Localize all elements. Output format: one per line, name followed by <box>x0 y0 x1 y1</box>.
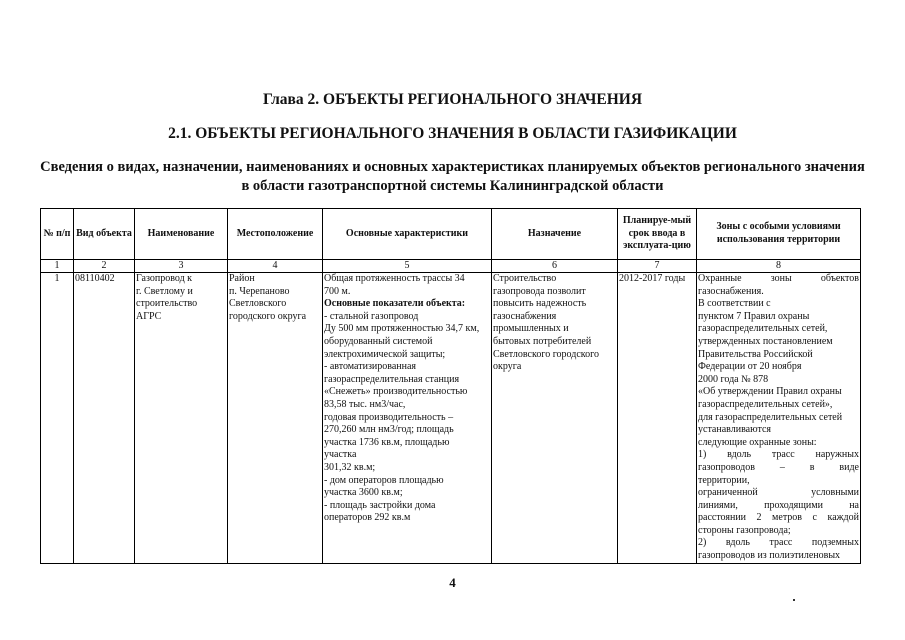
cell-line: 301,32 кв.м; <box>324 461 376 473</box>
column-number: 4 <box>228 260 323 273</box>
cell-line: «Об утверждении Правил охраны <box>698 386 842 398</box>
cell-line: городского округа <box>229 310 307 322</box>
cell-line: «Снежеть» производительностью <box>324 386 468 398</box>
header-num: № п/п <box>41 209 74 260</box>
cell-line: 270,260 млн нм3/год; площадь <box>324 424 454 436</box>
cell-line: утвержденных постановлением <box>698 335 833 347</box>
cell-line: оборудованный системой <box>324 335 433 347</box>
scan-speck <box>793 599 795 601</box>
cell-line: газоснабжения <box>493 310 557 322</box>
cell-line: 700 м. <box>324 285 351 297</box>
column-number: 2 <box>74 260 135 273</box>
column-number: 5 <box>323 260 492 273</box>
cell-line: следующие охранные зоны: <box>698 436 817 448</box>
cell-line: Охранные зоны объектов <box>698 273 859 284</box>
page-number: 4 <box>449 575 456 590</box>
cell-line: операторов 292 кв.м <box>324 512 411 524</box>
cell-line: повысить надежность <box>493 298 587 310</box>
cell-line: устанавливаются <box>698 424 771 436</box>
cell-type: 08110402 <box>74 273 135 564</box>
header-type: Вид объекта <box>74 209 135 260</box>
cell-line: участка 3600 кв.м; <box>324 487 403 499</box>
section-title: 2.1. ОБЪЕКТЫ РЕГИОНАЛЬНОГО ЗНАЧЕНИЯ В ОБЛАСТИ ГАЗИФИКАЦИИ <box>168 125 737 142</box>
table-header-row <box>41 209 861 260</box>
cell-line: Светловского <box>229 298 287 310</box>
cell-line: Правительства Российской <box>698 348 813 360</box>
cell-line: В соответствии с <box>698 298 771 310</box>
cell-line: Федерации от 20 ноября <box>698 361 802 373</box>
cell-line: г. Светлому и <box>136 285 193 297</box>
cell-line: годовая производительность – <box>324 411 454 423</box>
cell-line: Строительство <box>493 273 557 284</box>
cell-purpose <box>492 273 618 564</box>
cell-line: ограниченной условными <box>698 487 859 499</box>
cell-line: Район <box>229 273 255 284</box>
cell-line: - площадь застройки дома <box>324 499 436 511</box>
table-row <box>41 273 861 564</box>
cell-line: электрохимической защиты; <box>324 348 446 360</box>
cell-line: газораспределительная станция <box>324 373 460 385</box>
header-zones: Зоны с особыми условиями использования территории <box>697 209 861 260</box>
objects-table <box>40 208 861 564</box>
cell-line: участка <box>324 449 357 461</box>
cell-line: 83,58 тыс. нм3/час, <box>324 398 406 410</box>
cell-line: строительство <box>136 298 198 310</box>
cell-line: Ду 500 мм протяженностью 34,7 км, <box>324 323 480 335</box>
header-purpose: Назначение <box>492 209 618 260</box>
header-characteristics: Основные характеристики <box>323 209 492 260</box>
cell-line: территории, <box>698 474 750 486</box>
cell-line: Общая протяженность трассы 34 <box>324 273 465 284</box>
cell-line: Светловского городского <box>493 348 599 360</box>
cell-line: - дом операторов площадью <box>324 474 444 486</box>
column-number: 6 <box>492 260 618 273</box>
cell-line: п. Черепаново <box>229 285 290 297</box>
cell-characteristics <box>323 273 492 564</box>
cell-line: стороны газопровода; <box>698 524 791 536</box>
header-location: Местоположение <box>228 209 323 260</box>
cell-line: газоснабжения. <box>698 285 764 297</box>
column-number: 7 <box>618 260 697 273</box>
cell-num: 1 <box>41 273 74 564</box>
cell-line: бытовых потребителей <box>493 335 592 347</box>
cell-location <box>228 273 323 564</box>
cell-line: расстоянии 2 метров с каждой <box>698 512 859 524</box>
cell-line: газопровода позволит <box>493 285 586 297</box>
cell-line: - автоматизированная <box>324 361 417 373</box>
cell-line: для газораспределительных сетей <box>698 411 843 423</box>
cell-name <box>135 273 228 564</box>
cell-line: 1) вдоль трасс наружных <box>698 449 859 461</box>
column-number: 3 <box>135 260 228 273</box>
cell-line: АГРС <box>136 310 162 322</box>
cell-line: 2000 года № 878 <box>698 373 769 385</box>
cell-line: - стальной газопровод <box>324 310 419 322</box>
table-caption: Сведения о видах, назначении, наименованиях и основных характеристиках планируемых объектов регионального значения в области газотранспортной системы Калининградской области <box>40 159 865 194</box>
cell-line: Газопровод к <box>136 273 193 284</box>
cell-line: газораспределительных сетей», <box>698 398 833 410</box>
cell-zones <box>697 273 861 564</box>
cell-line: 2) вдоль трасс подземных <box>698 537 859 549</box>
column-number: 1 <box>41 260 74 273</box>
cell-line: промышленных и <box>493 323 569 335</box>
cell-line: участка 1736 кв.м, площадью <box>324 436 450 448</box>
cell-line: округа <box>493 361 522 373</box>
cell-line: линиями, проходящими на <box>698 499 859 511</box>
cell-line: Основные показатели объекта: <box>324 298 466 310</box>
header-period: Планируе-мый срок ввода в эксплуата-цию <box>618 209 697 260</box>
column-number-row <box>41 260 861 273</box>
chapter-title: Глава 2. ОБЪЕКТЫ РЕГИОНАЛЬНОГО ЗНАЧЕНИЯ <box>262 91 643 108</box>
header-name: Наименование <box>135 209 228 260</box>
column-number: 8 <box>697 260 861 273</box>
cell-period: 2012-2017 годы <box>618 273 697 564</box>
cell-line: газопроводов из полиэтиленовых <box>698 550 841 562</box>
cell-line: пунктом 7 Правил охраны <box>698 310 810 322</box>
cell-line: газораспределительных сетей, <box>698 323 828 335</box>
cell-line: газопроводов – в виде <box>698 461 859 473</box>
